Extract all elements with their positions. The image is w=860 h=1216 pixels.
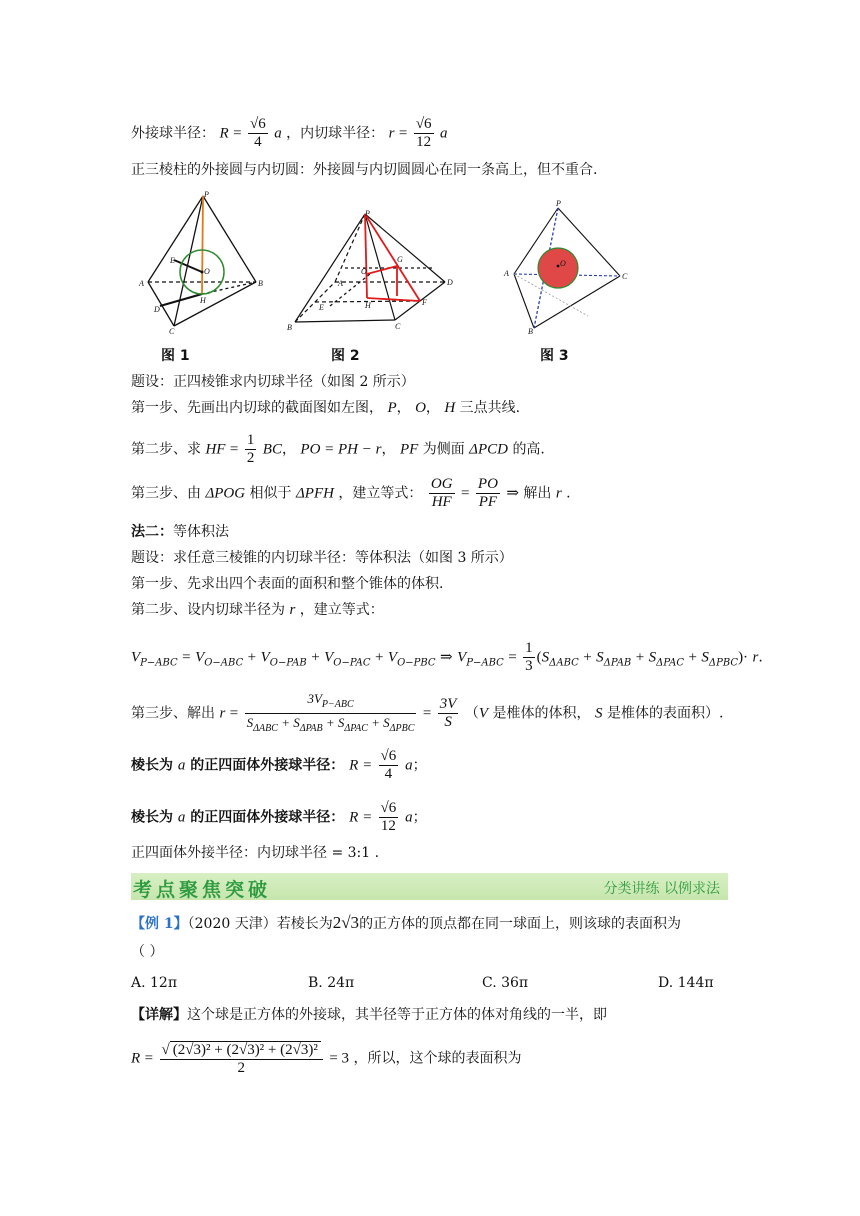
text: 棱长为 — [131, 809, 173, 826]
label-circumradius: 外接球半径： — [131, 125, 215, 142]
radius-formula — [131, 1040, 521, 1077]
label-inradius: ，内切球半径： — [286, 125, 385, 142]
var-S: S — [595, 705, 603, 722]
eq-sign: = — [508, 649, 517, 666]
subscript: O−PBC — [397, 657, 436, 669]
numerator: √6 — [250, 116, 266, 132]
eq-sign: = — [363, 809, 372, 826]
choice-d: D. 144π — [658, 975, 714, 991]
numerator: 1 — [525, 640, 533, 656]
text: 三点共线. — [459, 400, 521, 416]
point-label: C — [395, 322, 401, 331]
var-S: S — [383, 715, 390, 730]
point-label: A — [338, 279, 343, 288]
semicolon: ； — [412, 757, 427, 774]
point-label: G — [397, 255, 403, 264]
step-2-equation-intro — [131, 600, 384, 620]
eq-sign: = — [461, 485, 470, 502]
radius-ratio-line: 正四面体外接半径：内切球半径 = 3:1 . — [131, 845, 380, 861]
example-1-question — [131, 913, 681, 934]
subscript: O−PAB — [269, 657, 307, 669]
point-label: C — [169, 327, 175, 336]
subscript: O−PAC — [333, 657, 371, 669]
text: 是椎体的体积， — [492, 705, 591, 722]
var-R: R — [349, 809, 359, 826]
answer-paren: （ ） — [131, 944, 164, 960]
figure-3-caption: 图 3 — [540, 348, 569, 364]
regular-tetrahedron-radius-2 — [131, 800, 427, 835]
denominator: 12 — [380, 818, 396, 834]
point-label: D — [154, 305, 160, 314]
point-label: O — [361, 267, 367, 276]
point-label: H — [365, 301, 371, 310]
figure-1-tetrahedron — [138, 190, 268, 338]
paren: ( — [536, 649, 542, 666]
point-label: E — [170, 256, 175, 265]
comma: ， — [281, 441, 296, 458]
point-label: O — [560, 259, 566, 268]
subscript: P−ABC — [321, 699, 354, 710]
radicand: (2√3)² + (2√3)² + (2√3)² — [170, 1041, 321, 1058]
fraction-half — [245, 432, 257, 467]
var-V: V — [387, 649, 398, 666]
var-a: a — [405, 757, 413, 774]
denominator: 4 — [384, 766, 393, 782]
eq-sign: = — [363, 757, 372, 774]
point-label: D — [447, 278, 453, 287]
eq-sign: = — [398, 125, 408, 142]
denominator: 4 — [254, 134, 262, 150]
numerator: √6 — [380, 748, 397, 764]
figure-3-tetrahedron-insphere — [500, 196, 635, 336]
step-2-line — [131, 432, 545, 467]
result: = 3 — [329, 1050, 350, 1067]
fraction-third — [523, 640, 535, 675]
var-a: a — [440, 125, 448, 142]
text: 第三步、解出 — [131, 705, 215, 722]
point-label: B — [528, 327, 533, 336]
var-S: S — [246, 715, 254, 730]
var-V: V — [195, 649, 205, 666]
text: 的正四面体外接球半径： — [190, 757, 345, 774]
text: （2020 天津）若棱长为 — [187, 916, 333, 932]
var-V: V — [324, 649, 334, 666]
var-r: r — [289, 602, 296, 618]
text: 解出 — [523, 485, 552, 502]
point-label: P — [556, 199, 561, 208]
var-a: a — [177, 757, 186, 774]
var-S: S — [648, 649, 657, 666]
var-S: S — [541, 649, 550, 666]
numerator: √6 — [415, 116, 432, 132]
var-V: V — [457, 649, 467, 666]
subscript: ΔPAB — [603, 657, 632, 669]
var-P: P — [387, 400, 397, 416]
point-label: F — [422, 298, 427, 307]
paren: （ — [464, 705, 479, 722]
var-S: S — [596, 649, 604, 666]
fraction-sqrt6-over-4 — [248, 116, 268, 151]
var-BC: BC — [262, 441, 282, 458]
var-V: V — [260, 649, 270, 666]
triangle-POG: ΔPOG — [205, 485, 246, 502]
numerator: 3V — [307, 691, 322, 706]
method-2-heading — [131, 522, 229, 542]
var-r: r — [388, 125, 395, 142]
text: 第二步、求 — [131, 441, 201, 458]
banner-subtitle: 分类讲练 以例求法 — [603, 881, 720, 897]
point-label: B — [258, 279, 263, 288]
text: 为侧面 — [422, 441, 465, 458]
var-S: S — [337, 715, 345, 730]
implies-arrow: ⇒ — [440, 649, 453, 666]
fraction-sqrt-sum: $\frac{\text{√ (2√3)² + (2√3)² + (2√3)²}}{2}$ — [160, 1040, 323, 1077]
denominator: 2 — [246, 450, 255, 466]
subscript: O−ABC — [204, 657, 244, 669]
detail-tag: 【详解】 — [131, 1007, 187, 1023]
point-label: O — [204, 267, 210, 276]
eq-sign: = — [144, 1050, 154, 1067]
section-banner — [131, 873, 728, 900]
semicolon: ； — [412, 809, 427, 826]
volume-equation: $V_{P-ABC} = V_{O-ABC} + V_{O-PAB} + V_{O-PAC} + V_{O-PBC}$ ⇒ $V_{P-ABC}$ = $\frac{1}{3}$ $(S_{\Delta ABC} + S_{\Delta PAB} + S_{\Delta PAC} + S_{\Delta PBC})\cdot r$. — [131, 640, 763, 674]
var-R: R — [131, 1050, 141, 1067]
eq-sign: = — [229, 705, 239, 722]
point-label: H — [200, 296, 206, 305]
denominator: 3 — [525, 658, 533, 674]
subscript: ΔPAB — [299, 723, 323, 734]
denominator: 12 — [416, 134, 432, 150]
var-R: R — [219, 125, 229, 142]
choice-c: C. 36π — [482, 975, 529, 991]
point-label: P — [365, 209, 370, 218]
choice-b: B. 24π — [308, 975, 355, 991]
subscript: ΔPAC — [656, 657, 685, 669]
fraction-r-formula: $\frac{3V_{P-ABC}}{S_{\Delta ABC} + S_{\Delta PAB} + S_{\Delta PAC} + S_{\Delta PBC}}$ — [246, 691, 415, 734]
text: ，建立等式： — [338, 485, 423, 502]
var-PF: PF — [399, 441, 419, 458]
step-3-solve-r — [131, 690, 723, 737]
setup-square-pyramid: 题设：正四棱锥求内切球半径（如图 2 所示） — [131, 374, 415, 390]
var-r: r — [555, 485, 562, 502]
comma: ， — [381, 441, 396, 458]
value-2sqrt3: 2√3 — [332, 913, 360, 932]
setup-triangular-pyramid: 题设：求任意三棱锥的内切球半径：等体积法（如图 3 所示） — [131, 550, 513, 566]
expr-PO: PO = PH − r — [300, 441, 382, 458]
var-O: O — [415, 400, 426, 416]
subscript: ΔPAC — [344, 723, 368, 734]
fraction-sqrt6-over-12 — [414, 116, 434, 151]
period: . — [758, 649, 763, 666]
point-label: A — [504, 269, 509, 278]
eq-sign: = — [422, 705, 432, 722]
subscript: ΔPBC — [708, 657, 739, 669]
comma: ， — [425, 400, 440, 416]
var-S: S — [293, 715, 300, 730]
text: 的高. — [512, 441, 545, 458]
numerator: OG — [430, 476, 453, 492]
method-name: 等体积法 — [173, 524, 229, 540]
text: 第二步、设内切球半径为 — [131, 602, 285, 618]
var-R: R — [349, 757, 359, 774]
text: 的正方体的顶点都在同一球面上，则该球的表面积为 — [359, 916, 682, 932]
subscript: ΔABC — [549, 657, 579, 669]
text: 棱长为 — [131, 757, 173, 774]
var-HF: HF — [205, 441, 226, 458]
point-label: P — [204, 190, 209, 199]
var-S: S — [701, 649, 709, 666]
triangle-PCD: ΔPCD — [469, 441, 508, 458]
paren: )· — [738, 649, 749, 666]
var-r: r — [219, 705, 226, 722]
text: . — [566, 485, 571, 502]
method-label: 法二： — [131, 524, 173, 540]
point-label: C — [622, 272, 628, 281]
step-1-line — [131, 398, 520, 418]
point-label: B — [287, 323, 292, 332]
text: 这个球是正方体的外接球，其半径等于正方体的体对角线的一半，即 — [187, 1007, 607, 1023]
step-1-volume: 第一步、先求出四个表面的面积和整个锥体的体积. — [131, 576, 444, 592]
circumradius-line — [131, 116, 448, 151]
numerator: 3V — [439, 696, 457, 712]
figure-2-caption: 图 2 — [331, 348, 360, 364]
text: 的正四面体外接球半径： — [190, 809, 345, 826]
example-tag: 【例 1】 — [131, 916, 188, 932]
detail-line — [131, 1005, 607, 1025]
figure-2-square-pyramid — [285, 208, 455, 338]
var-a: a — [177, 809, 186, 826]
fraction-OG-HF — [429, 476, 455, 511]
choice-a: A. 12π — [131, 975, 178, 991]
numerator: 1 — [246, 432, 255, 448]
text: ，所以，这个球的表面积为 — [353, 1050, 522, 1067]
denominator: HF — [431, 494, 452, 510]
numerator: √6 — [380, 800, 397, 816]
denominator: PF — [478, 494, 498, 510]
var-r: r — [752, 649, 759, 666]
banner-title: 考点聚焦突破 — [133, 879, 272, 901]
numerator: PO — [477, 476, 498, 492]
text: ，建立等式： — [299, 602, 384, 618]
text: 第一步、先画出内切球的截面图如左图， — [131, 400, 383, 416]
implies-arrow: ⇒ — [506, 485, 519, 502]
comma: ， — [396, 400, 411, 416]
fraction-sqrt6-over-4 — [379, 748, 399, 783]
point-label: A — [139, 279, 144, 288]
var-a: a — [274, 125, 282, 142]
var-H: H — [444, 400, 456, 416]
var-a: a — [405, 809, 413, 826]
text: 第三步、由 — [131, 485, 201, 502]
subscript: ΔABC — [253, 723, 278, 734]
denominator: S — [444, 714, 452, 730]
triangle-PFH: ΔPFH — [296, 485, 334, 502]
fraction-sqrt6-over-12 — [379, 800, 399, 835]
denominator: 2 — [237, 1060, 245, 1076]
subscript: P−ABC — [466, 657, 504, 669]
eq-sign: = — [229, 441, 239, 458]
subscript: P−ABC — [140, 657, 178, 669]
prism-circles-line: 正三棱柱的外接圆与内切圆：外接圆与内切圆圆心在同一条高上，但不重合. — [131, 162, 598, 178]
text: 相似于 — [249, 485, 292, 502]
eq-sign: = — [233, 125, 242, 142]
text: 是椎体的表面积）. — [606, 705, 724, 722]
subscript: ΔPBC — [389, 723, 415, 734]
var-V: V — [131, 649, 141, 666]
step-3-line — [131, 476, 571, 511]
fraction-3V-S — [438, 696, 459, 731]
fraction-PO-PF — [476, 476, 500, 511]
point-label: E — [319, 303, 324, 312]
figure-1-caption: 图 1 — [161, 348, 190, 364]
var-V: V — [478, 705, 489, 722]
regular-tetrahedron-circumradius — [131, 748, 427, 783]
